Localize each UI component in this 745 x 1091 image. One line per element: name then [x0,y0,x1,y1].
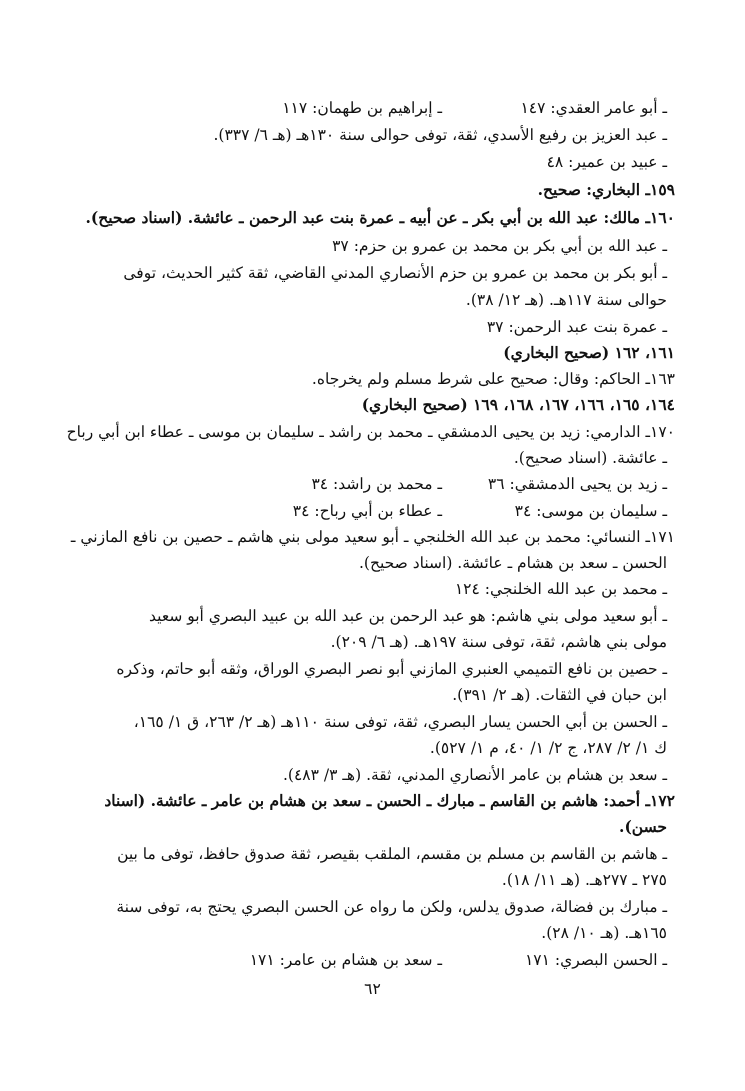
text-line: ـ عبيد بن عمير: ٤٨ [546,153,667,171]
text-line: ـ أبو سعيد مولى بني هاشم: هو عبد الرحمن بن عبد الله بن عبيد البصري أبو سعيد [149,607,667,625]
text-line: ابن حبان في الثقات. (هـ ٢/ ٣٩١). [452,686,667,704]
hadith-heading: ١٥٩ـ البخاري: صحيح. [537,180,675,199]
text-line: ـ مبارك بن فضالة، صدوق يدلس، ولكن ما رواه عن الحسن البصري يحتج به، توفى سنة [116,898,667,916]
text-line: ـ سعد بن هشام بن عامر الأنصاري المدني، ثقة. (هـ ٣/ ٤٨٣). [283,766,667,784]
text-line: ١٧٠ـ الدارمي: زيد بن يحيى الدمشقي ـ محمد بن راشد ـ سليمان بن موسى ـ عطاء ابن أبي رباح [66,423,675,441]
narrator-entry: ـ أبو عامر العقدي: ١٤٧ [520,99,667,117]
text-line: ـ عمرة بنت عبد الرحمن: ٣٧ [486,318,667,336]
text-line: ـ حصين بن نافع التميمي العنبري المازني أبو نصر البصري الوراق، وثقه أبو حاتم، وذكره [116,660,667,678]
text-line: ١٧١ـ النسائي: محمد بن عبد الله الخلنجي ـ أبو سعيد مولى بني هاشم ـ حصين بن نافع المازني ـ [70,528,675,546]
narrator-entry: ـ إبراهيم بن طهمان: ١١٧ [282,99,442,117]
text-line: ك ١/ ٢/ ٢٨٧، ج ٢/ ١/ ٤٠، م ١/ ٥٢٧). [429,739,667,757]
text-line: ـ عبد العزيز بن رفيع الأسدي، ثقة، توفى حوالى سنة ١٣٠هـ (هـ ٦/ ٣٣٧). [213,126,667,144]
narrator-entry: ـ عطاء بن أبي رباح: ٣٤ [292,502,442,520]
text-line: ١٦٣ـ الحاكم: وقال: صحيح على شرط مسلم ولم يخرجاه. [311,370,675,388]
narrator-entry: ـ سعد بن هشام بن عامر: ١٧١ [249,951,442,969]
hadith-heading: ١٦١، ١٦٢ (صحيح البخاري) [503,343,675,362]
text-line: ـ هاشم بن القاسم بن مسلم بن مقسم، الملقب بقيصر، ثقة صدوق حافظ، توفى ما بين [117,845,667,863]
hadith-heading: ١٦٠ـ مالك: عبد الله بن أبي بكر ـ عن أبيه ـ عمرة بنت عبد الرحمن ـ عائشة. (اسناد صحيح). [85,208,675,227]
text-line: ٢٧٥ ـ ٢٧٧هـ. (هـ ١١/ ١٨). [501,871,667,889]
hadith-heading: ١٧٢ـ أحمد: هاشم بن القاسم ـ مبارك ـ الحسن ـ سعد بن هشام بن عامر ـ عائشة. (اسناد [104,791,675,810]
text-line: ١٦٥هـ. (هـ ١٠/ ٢٨). [541,924,667,942]
text-line: حسن). [619,817,667,836]
page-number: ٦٢ [364,980,381,998]
narrator-entry: ـ محمد بن راشد: ٣٤ [311,475,442,493]
text-line: مولى بني هاشم، ثقة، توفى سنة ١٩٧هـ. (هـ ٦/ ٢٠٩). [330,633,667,651]
narrator-pair [84,473,667,495]
narrator-entry: ـ سليمان بن موسى: ٣٤ [514,502,667,520]
hadith-heading: ١٦٤، ١٦٥، ١٦٦، ١٦٧، ١٦٨، ١٦٩ (صحيح البخاري) [361,395,675,414]
text-line: ـ محمد بن عبد الله الخلنجي: ١٢٤ [454,580,667,598]
narrator-entry: ـ الحسن البصري: ١٧١ [524,951,667,969]
text-line: ـ الحسن بن أبي الحسن يسار البصري، ثقة، توفى سنة ١١٠هـ (هـ ٢/ ٢٦٣، ق ١/ ١٦٥، [133,713,667,731]
text-line: ـ عبد الله بن أبي بكر بن محمد بن عمرو بن حزم: ٣٧ [332,237,667,255]
text-line: ـ أبو بكر بن محمد بن عمرو بن حزم الأنصاري المدني القاضي، ثقة كثير الحديث، توفى [123,264,667,282]
narrator-pair [84,500,667,522]
narrator-entry: ـ زيد بن يحيى الدمشقي: ٣٦ [487,475,667,493]
narrator-pair [84,949,667,971]
narrator-pair [84,97,667,119]
text-line: الحسن ـ سعد بن هشام ـ عائشة. (اسناد صحيح). [358,554,667,572]
text-line: حوالى سنة ١١٧هـ. (هـ ١٢/ ٣٨). [465,291,667,309]
text-line: ـ عائشة. (اسناد صحيح). [513,449,667,467]
